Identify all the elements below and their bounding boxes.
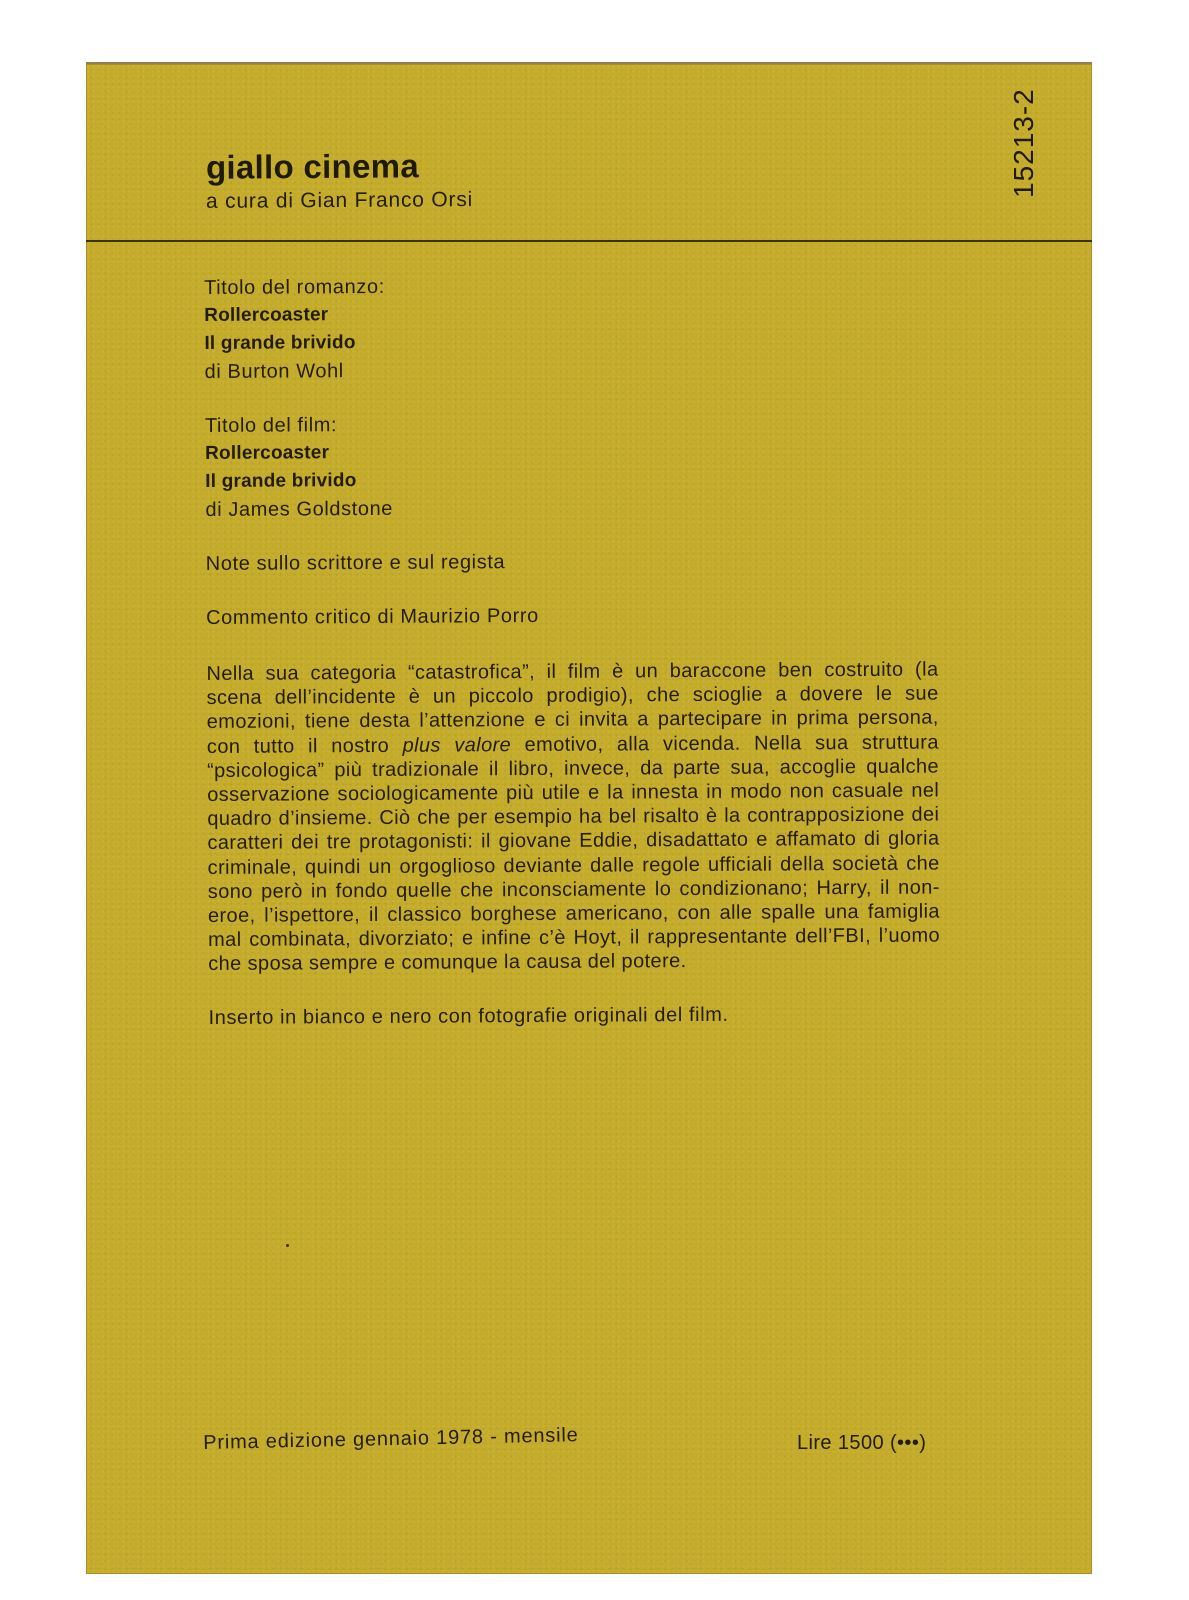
description-text-end: emotivo, alla vicenda. Nella sua struttura “psicologica” più tradizionale il libro, invece, da parte sua, accoglie qualche osservazione sociologicamente più utile e la innesta in modo non casuale nel quadro d’insieme. Ciò che per esempio ha bel risalto è la contrapposizione dei caratteri dei tre protagonisti: il giovane Eddie, disadattato e affamato di gloria criminale, quindi un orgoglioso deviante dalle regole ufficiali della società che sono però in fondo quelle che inconsciamente lo condizionano; Harry, il non-eroe, l’ispettore, il classico borghese americano, con alle spalle una famiglia mal combinata, divorziato; e infine c’è Hoyt, il rappresentante dell’FBI, l’uomo che sposa sempre e comunque la causa del potere. [206,731,941,976]
price-info: Lire 1500 (•••) [797,1432,927,1454]
commentary-line: Commento critico di Maurizio Porro [206,604,539,629]
series-editor: a cura di Gian Franco Orsi [205,188,474,213]
notes-section [206,546,938,578]
novel-title-line2: Il grande brivido [204,332,356,354]
film-section [205,408,938,524]
catalog-code-container [1008,88,1042,308]
commentary-section [206,600,938,632]
novel-label: Titolo del romanzo: [204,275,385,299]
notes-line: Note sullo scrittore e sul regista [205,551,506,575]
cover-content [204,270,941,1031]
series-title: giallo cinema [205,147,420,186]
film-title-line1: Rollercoaster [205,442,330,464]
book-back-cover [86,64,1092,1574]
catalog-code: 15213-2 [1008,88,1039,198]
novel-section [204,270,937,386]
novel-author: di Burton Wohl [204,360,344,383]
description-italic-phrase: plus valore [402,733,512,757]
film-director: di James Goldstone [205,497,394,521]
series-header-band [86,64,1092,242]
print-speck [286,1244,289,1247]
description-text-start: Nella sua categoria “catastrofica”, il film è un baraccone ben costruito (la scena dell’incidente è un piccolo prodigio), che scioglie a dovere le sue emozioni, tiene desta l’attenzione e ci invita a partecipare in prima persona, con tutto il nostro [206,658,939,758]
novel-title-line1: Rollercoaster [204,304,329,326]
film-label: Titolo del film: [204,414,338,437]
film-title-line2: Il grande brivido [205,470,357,492]
description-paragraph [206,658,940,977]
insert-note: Inserto in bianco e nero con fotografie originali del film. [208,1003,729,1029]
edition-info: Prima edizione gennaio 1978 - mensile [203,1424,579,1454]
